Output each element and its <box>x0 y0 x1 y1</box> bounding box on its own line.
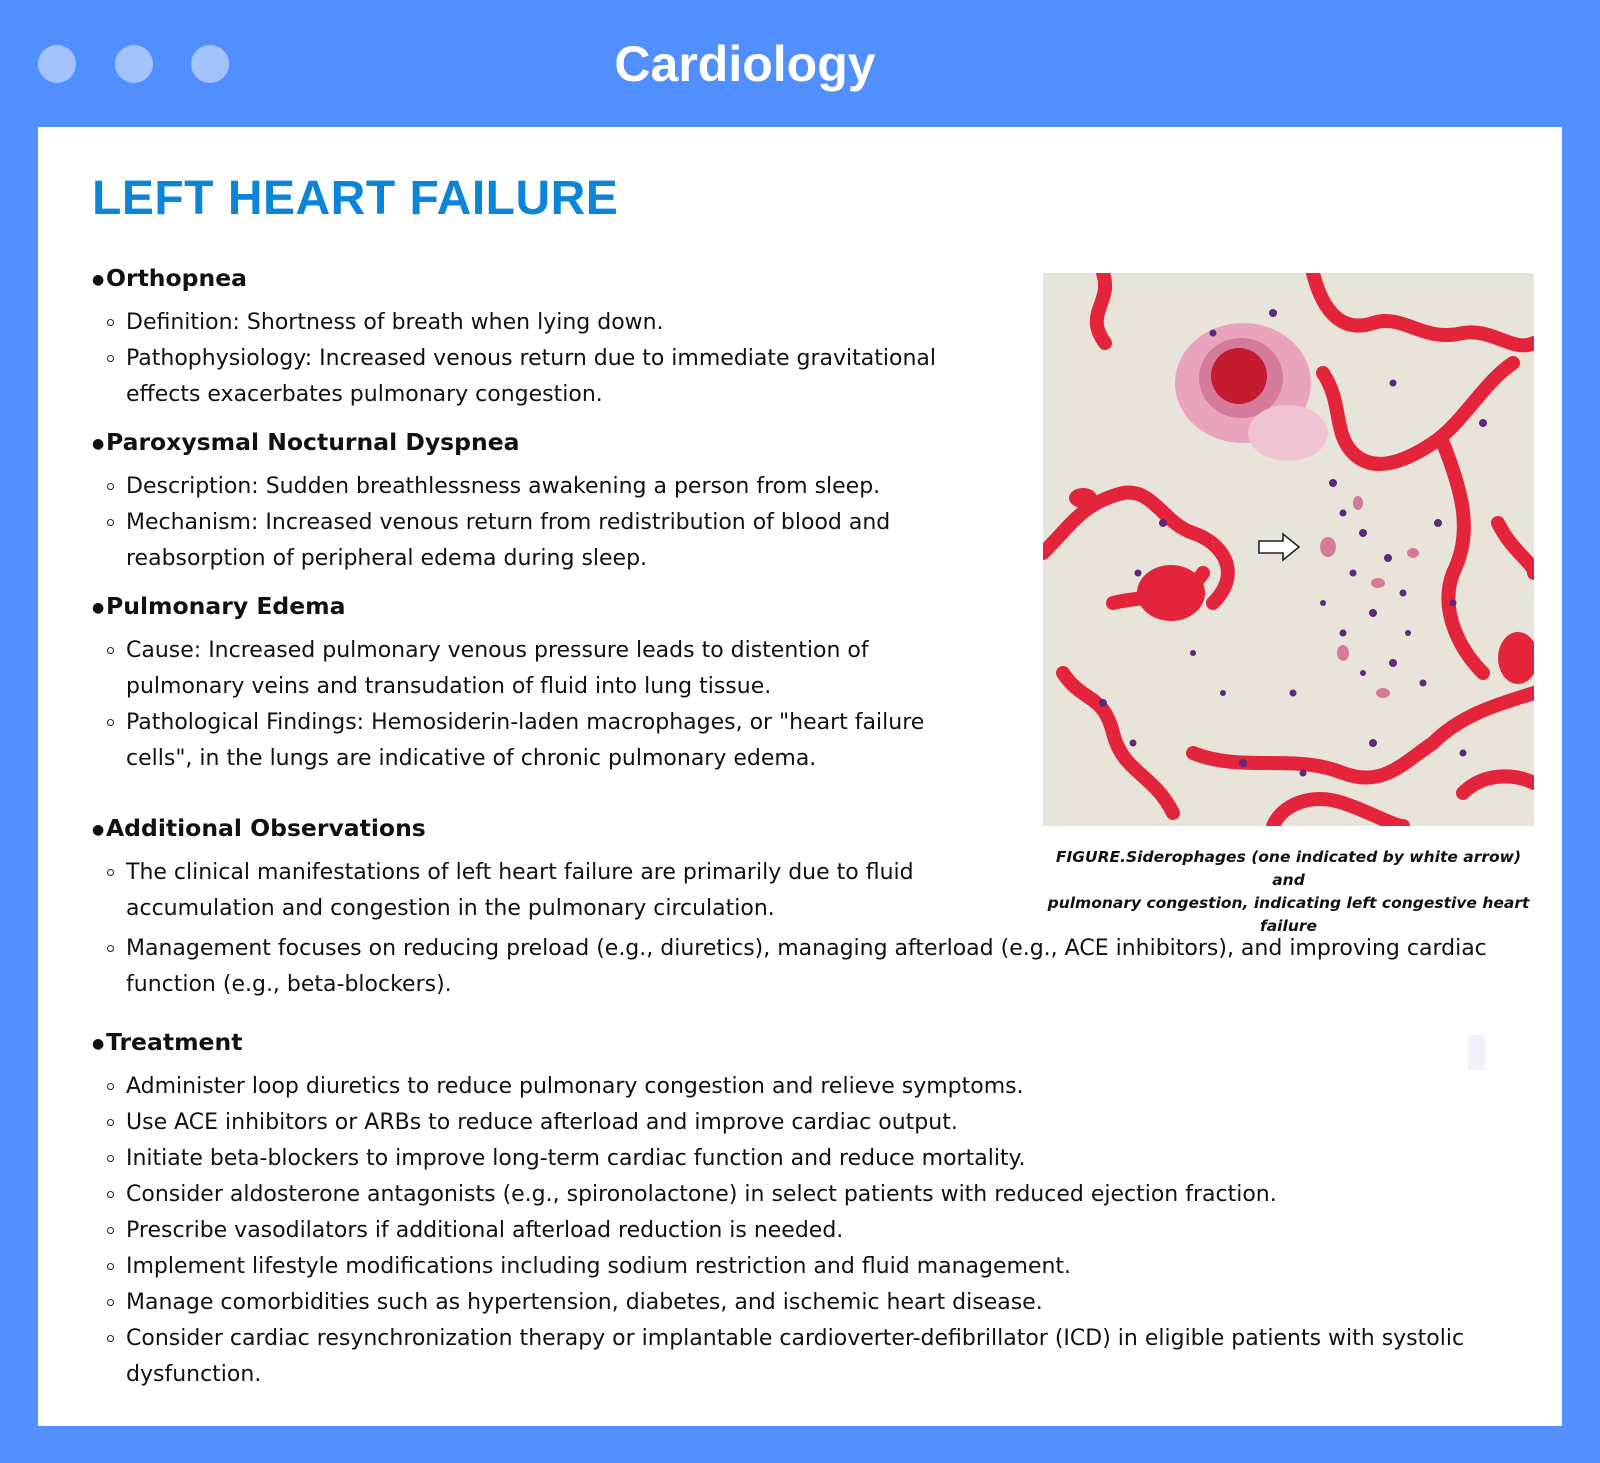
list-item-text: Pathological Findings: Hemosiderin-laden macrophages, or "heart failure cells", in the lungs are indicative of chronic pulmonary edema. <box>126 710 925 771</box>
section-additional-observations <box>92 813 1532 1003</box>
list-item <box>92 469 992 505</box>
list-item-text: Initiate beta-blockers to improve long-term cardiac function and reduce mortality. <box>126 1146 1026 1171</box>
circle-bullet-icon <box>107 519 114 526</box>
section-heading-label: Additional Observations <box>106 814 426 842</box>
section-orthopnea <box>92 263 992 413</box>
list-item-text: Prescribe vasodilators if additional afterload reduction is needed. <box>126 1218 844 1243</box>
caption-line: FIGURE.Siderophages (one indicated by white arrow) and <box>1055 848 1522 889</box>
list-item <box>92 305 992 341</box>
section-paroxysmal-nocturnal-dyspnea <box>92 427 992 577</box>
list-item-text: Management focuses on reducing preload (e.g., diuretics), managing afterload (e.g., ACE inhibitors), and improving cardiac function (e.g., beta-blockers). <box>126 936 1487 997</box>
circle-bullet-icon <box>107 1227 114 1234</box>
section-heading-label: Treatment <box>106 1028 243 1056</box>
circle-bullet-icon <box>107 945 114 952</box>
list-item <box>92 705 992 777</box>
circle-bullet-icon <box>107 1191 114 1198</box>
content-panel <box>38 127 1562 1426</box>
section-heading-label: Paroxysmal Nocturnal Dyspnea <box>106 428 520 456</box>
list-item <box>92 1105 1532 1141</box>
list-item-text: Description: Sudden breathlessness awakening a person from sleep. <box>126 474 881 499</box>
list-item-text: Cause: Increased pulmonary venous pressure leads to distention of pulmonary veins and transudation of fluid into lung tissue. <box>126 638 869 699</box>
section-list <box>92 305 992 413</box>
list-item-text: The clinical manifestations of left heart failure are primarily due to fluid accumulation and congestion in the pulmonary circulation. <box>126 860 914 921</box>
list-item-text: Mechanism: Increased venous return from redistribution of blood and reabsorption of peripheral edema during sleep. <box>126 510 891 571</box>
section-list <box>92 633 992 777</box>
list-item-text: Administer loop diuretics to reduce pulmonary congestion and relieve symptoms. <box>126 1074 1024 1099</box>
list-item <box>92 1069 1532 1105</box>
list-item-text: Consider aldosterone antagonists (e.g., spironolactone) in select patients with reduced ejection fraction. <box>126 1182 1277 1207</box>
section-heading-label: Pulmonary Edema <box>106 592 346 620</box>
list-item-text: Pathophysiology: Increased venous return due to immediate gravitational effects exacerbates pulmonary congestion. <box>126 346 936 407</box>
list-item-text: Use ACE inhibitors or ARBs to reduce afterload and improve cardiac output. <box>126 1110 958 1135</box>
bullet-icon: ● <box>92 436 105 452</box>
left-column <box>92 263 992 791</box>
circle-bullet-icon <box>107 1299 114 1306</box>
bullet-icon: ● <box>92 1036 105 1052</box>
section-heading <box>92 591 992 621</box>
section-treatment <box>92 1027 1532 1393</box>
list-item <box>92 855 932 927</box>
section-list <box>92 469 992 577</box>
bullet-icon: ● <box>92 600 105 616</box>
list-item <box>92 1177 1532 1213</box>
section-heading <box>92 1027 1532 1057</box>
circle-bullet-icon <box>107 1335 114 1342</box>
list-item-text: Implement lifestyle modifications including sodium restriction and fluid management. <box>126 1254 1072 1279</box>
circle-bullet-icon <box>107 647 114 654</box>
list-item-text: Manage comorbidities such as hypertension, diabetes, and ischemic heart disease. <box>126 1290 1043 1315</box>
circle-bullet-icon <box>107 355 114 362</box>
circle-bullet-icon <box>107 719 114 726</box>
section-heading <box>92 427 992 457</box>
list-item <box>92 1213 1532 1249</box>
section-heading <box>92 813 1532 843</box>
window-title: Cardiology <box>614 36 876 92</box>
section-heading-label: Orthopnea <box>106 264 248 292</box>
bullet-icon: ● <box>92 272 105 288</box>
circle-bullet-icon <box>107 1155 114 1162</box>
section-heading <box>92 263 992 293</box>
circle-bullet-icon <box>107 483 114 490</box>
list-item <box>92 1141 1532 1177</box>
circle-bullet-icon <box>107 1263 114 1270</box>
list-item-text: Consider cardiac resynchronization therapy or implantable cardioverter-defibrillator (ICD) in eligible patients with systolic dysfunction. <box>126 1326 1465 1387</box>
full-width-column <box>92 813 1532 1407</box>
bullet-icon: ● <box>92 822 105 838</box>
circle-bullet-icon <box>107 1119 114 1126</box>
section-pulmonary-edema <box>92 591 992 777</box>
circle-bullet-icon <box>107 869 114 876</box>
list-item-text: Definition: Shortness of breath when lying down. <box>126 310 664 335</box>
list-item <box>92 341 992 413</box>
section-list <box>92 1069 1532 1393</box>
list-item <box>92 633 992 705</box>
list-item <box>92 1249 1532 1285</box>
list-item <box>92 505 992 577</box>
circle-bullet-icon <box>107 319 114 326</box>
histology-image <box>1043 273 1534 826</box>
caption-line: pulmonary congestion, indicating left congestive heart failure <box>1047 894 1530 935</box>
list-item <box>92 931 1532 1003</box>
page-title: LEFT HEART FAILURE <box>92 172 619 225</box>
list-item <box>92 1285 1532 1321</box>
list-item <box>92 1321 1532 1393</box>
section-list <box>92 855 1532 1003</box>
circle-bullet-icon <box>107 1083 114 1090</box>
window-titlebar <box>0 0 1600 127</box>
